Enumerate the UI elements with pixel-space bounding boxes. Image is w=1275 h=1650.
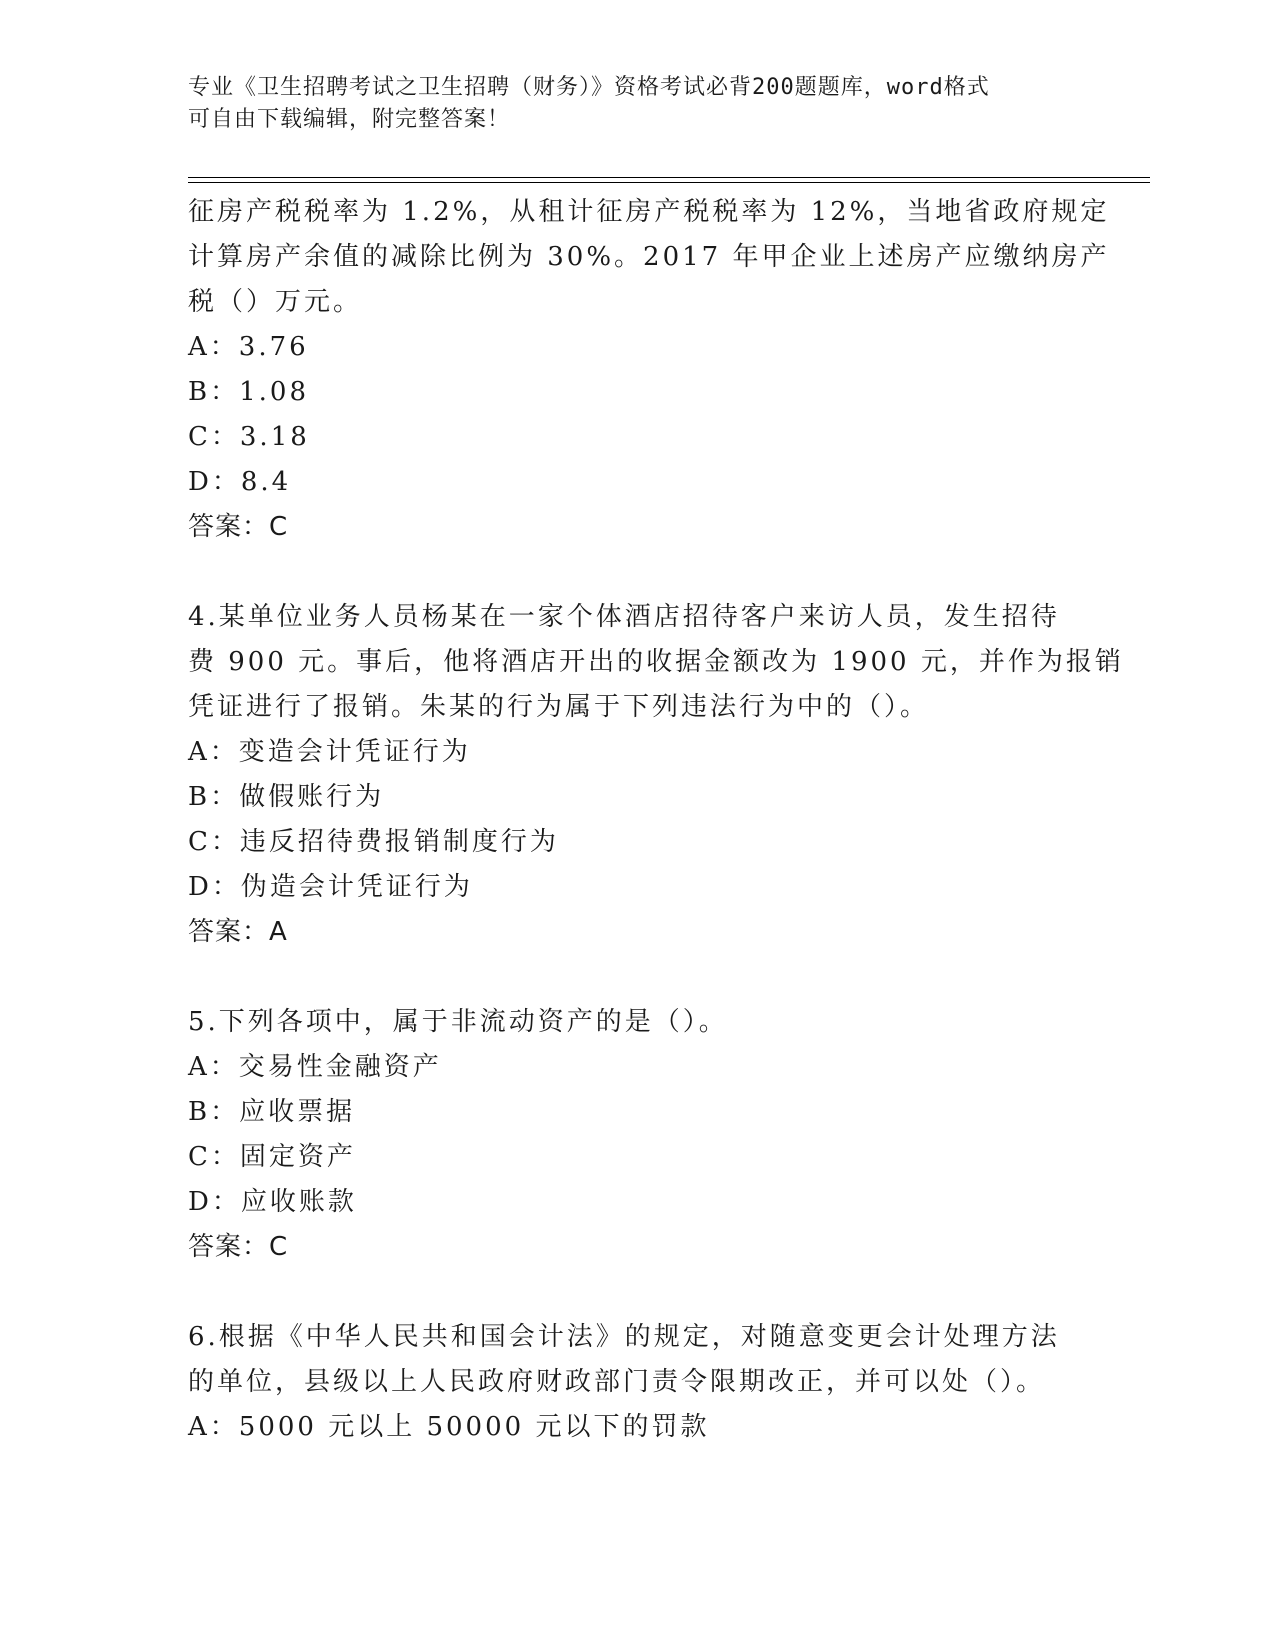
answer: 答案：C	[188, 1232, 289, 1262]
option-d: D：应收账款	[188, 1187, 357, 1217]
option-c: C：3.18	[188, 422, 310, 452]
spacer	[188, 1270, 1088, 1315]
question-4	[188, 595, 1124, 955]
option-c: C：固定资产	[188, 1142, 356, 1172]
option-a: A：变造会计凭证行为	[188, 737, 471, 767]
header-divider-top	[188, 177, 1150, 178]
question-text-line: 4.某单位业务人员杨某在一家个体酒店招待客户来访人员，发生招待	[188, 602, 1060, 632]
spacer	[188, 955, 1088, 1000]
header-title-line-1: 专业《卫生招聘考试之卫生招聘（财务）》资格考试必背200题题库，word格式	[188, 75, 990, 100]
option-a: A：交易性金融资产	[188, 1052, 442, 1082]
question-text-line: 5.下列各项中，属于非流动资产的是（）。	[188, 1007, 728, 1037]
question-text-line: 征房产税税率为 1.2%，从租计征房产税税率为 12%，当地省政府规定	[188, 197, 1110, 227]
option-d: D：8.4	[188, 467, 292, 497]
option-c: C：违反招待费报销制度行为	[188, 827, 559, 857]
header-title-line-2: 可自由下载编辑，附完整答案！	[188, 107, 511, 132]
question-text-line: 凭证进行了报销。朱某的行为属于下列违法行为中的（）。	[188, 692, 930, 722]
answer: 答案：C	[188, 512, 289, 542]
spacer	[188, 550, 1088, 595]
answer: 答案：A	[188, 917, 288, 947]
question-list	[188, 190, 1124, 1450]
question-3	[188, 190, 1110, 550]
question-text-line: 费 900 元。事后，他将酒店开出的收据金额改为 1900 元，并作为报销	[188, 647, 1124, 677]
question-text-line: 计算房产余值的减除比例为 30%。2017 年甲企业上述房产应缴纳房产	[188, 242, 1110, 272]
question-text-line: 税（）万元。	[188, 287, 363, 317]
question-5	[188, 1000, 1088, 1270]
option-a: A：5000 元以上 50000 元以下的罚款	[188, 1412, 710, 1442]
question-6	[188, 1315, 1088, 1450]
option-b: B：做假账行为	[188, 782, 385, 812]
option-b: B：1.08	[188, 377, 309, 407]
question-text-line: 6.根据《中华人民共和国会计法》的规定，对随意变更会计处理方法	[188, 1322, 1060, 1352]
question-text-line: 的单位，县级以上人民政府财政部门责令限期改正，并可以处（）。	[188, 1367, 1046, 1397]
option-b: B：应收票据	[188, 1097, 356, 1127]
document-header	[188, 72, 1068, 136]
option-a: A：3.76	[188, 332, 309, 362]
header-divider-bottom	[188, 182, 1150, 183]
option-d: D：伪造会计凭证行为	[188, 872, 473, 902]
